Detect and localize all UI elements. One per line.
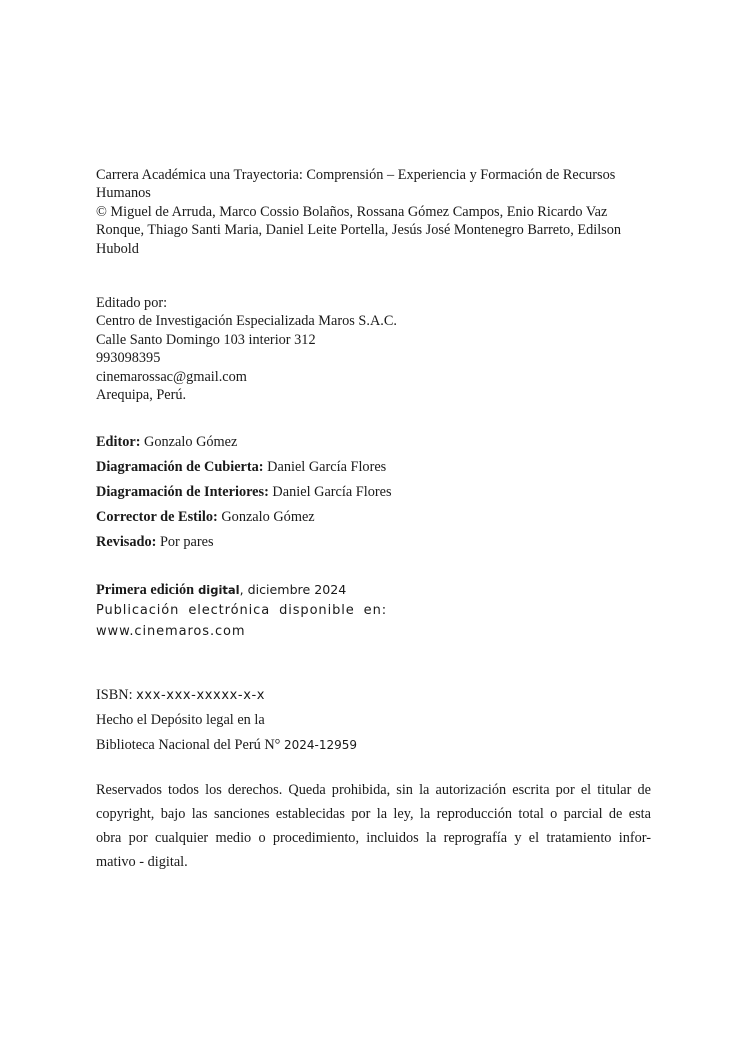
isbn-line [96,683,656,708]
credit-value: Gonzalo Gómez [140,434,238,450]
title-line-1: Carrera Académica una Trayectoria: Comprensión – Experiencia y Formación de Recursos [96,167,616,183]
edition-date: , diciembre 2024 [239,582,347,597]
credit-style-corrector [96,505,656,530]
legal-block [96,683,656,758]
title-authors-block [96,166,656,258]
authors-line-3: Hubold [96,240,139,257]
edition-digital: digital [194,583,240,597]
publisher-city: Arequipa, Perú. [96,387,187,404]
credit-label: Corrector de Estilo: [96,509,218,525]
credit-interior-layout [96,480,656,505]
isbn-label: ISBN: [96,687,137,703]
publisher-email: cinemarossac@gmail.com [96,368,247,385]
rights-line-1: Reservados todos los derechos. Queda prohibida, sin la autorización escrita por el titular de [96,782,651,798]
publisher-phone: 993098395 [96,350,161,367]
publisher-name: Centro de Investigación Especializada Maros S.A.C. [96,313,397,330]
title-line-2: Humanos [96,185,151,202]
rights-line-3: obra por cualquier medio o procedimiento, incluidos la reprografía y el tratamiento infor- [96,830,651,846]
deposit-line-1: Hecho el Depósito legal en la [96,712,265,728]
credit-label: Revisado: [96,534,157,550]
edition-block [96,580,656,642]
credit-cover-layout [96,455,656,480]
credit-value: Daniel García Flores [268,484,392,500]
publisher-block [96,294,656,404]
authors-line-2: Ronque, Thiago Santi Maria, Daniel Leite Portella, Jesús José Montenegro Barreto, Edilson [96,222,622,239]
credit-label: Editor: [96,434,141,450]
edition-label: Primera edición [96,582,195,598]
credit-reviewed [96,530,656,555]
publisher-address: Calle Santo Domingo 103 interior 312 [96,331,316,348]
rights-line-2: copyright, bajo las sanciones establecidas por la ley, la reproducción total o parcial de esta [96,806,651,822]
website-link[interactable]: www.cinemaros.com [96,624,246,639]
authors-line-1: © Miguel de Arruda, Marco Cossio Bolaños, Rossana Gómez Campos, Enio Ricardo Vaz [96,203,608,220]
credit-value: Gonzalo Gómez [217,509,315,525]
credit-value: Por pares [156,534,214,550]
deposit-line-2 [96,733,656,758]
credits-block [96,430,656,555]
credit-value: Daniel García Flores [263,459,387,475]
availability-text: Publicación electrónica disponible en: [96,603,387,618]
deposit-prefix: Biblioteca Nacional del Perú N° [96,737,284,753]
rights-paragraph [96,778,651,874]
edition-line [96,580,656,600]
credit-editor [96,430,656,455]
rights-line-4: mativo - digital. [96,854,188,870]
isbn-value: xxx-xxx-xxxxx-x-x [136,688,266,703]
deposit-number: 2024-12959 [283,738,357,752]
publisher-heading: Editado por: [96,295,168,311]
credit-label: Diagramación de Cubierta: [96,459,264,475]
credit-label: Diagramación de Interiores: [96,484,269,500]
